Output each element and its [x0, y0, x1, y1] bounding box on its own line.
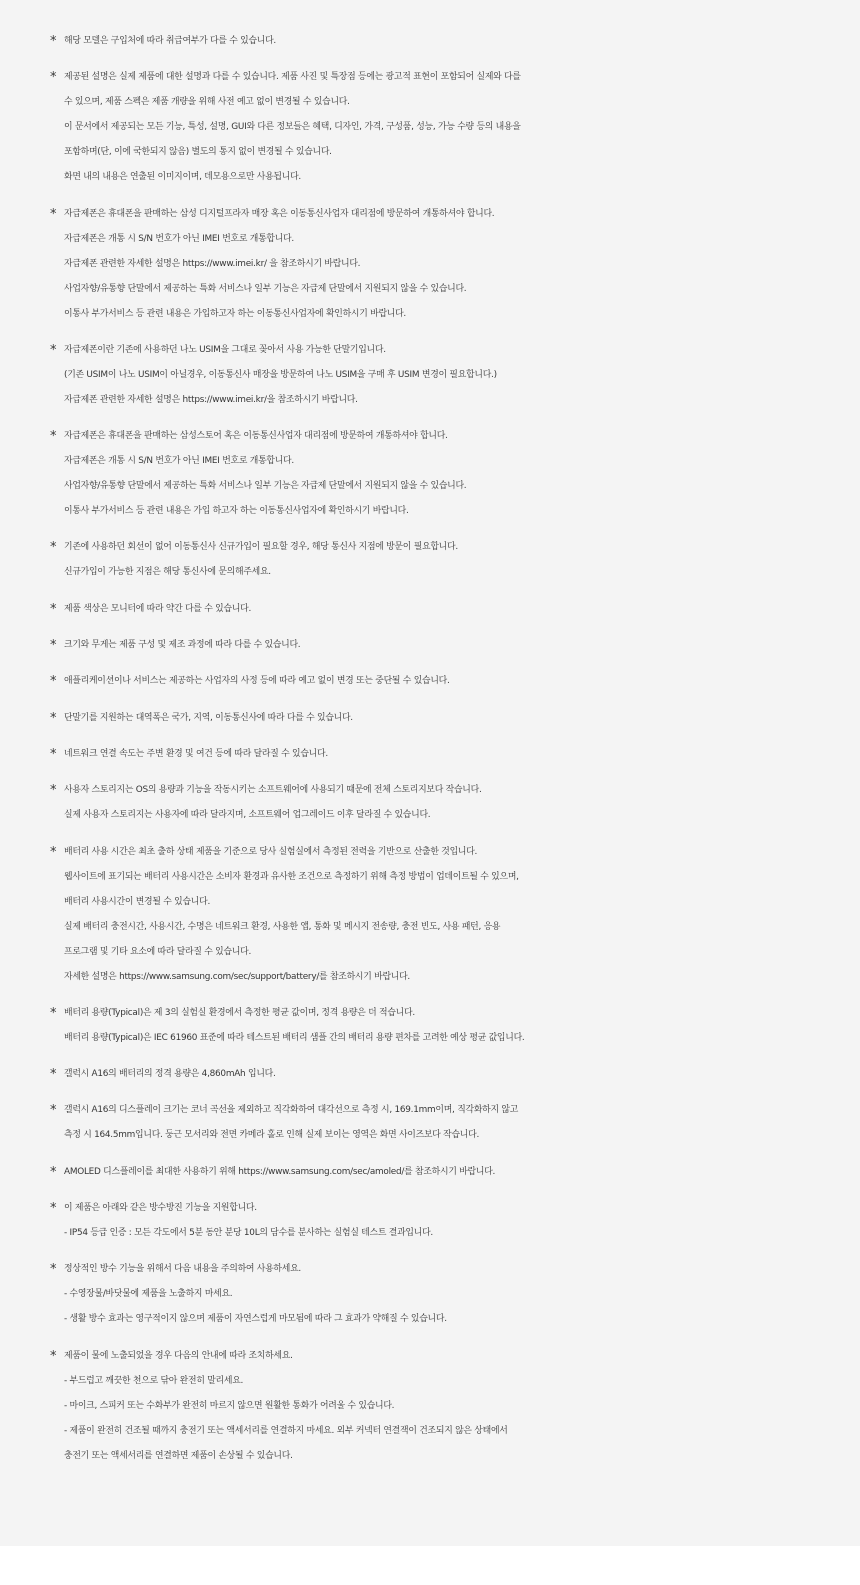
disclaimer-text-line: 이 제품은 아래와 같은 방수방진 기능을 지원합니다. [64, 1203, 257, 1214]
asterisk-bullet-icon: * [50, 1348, 57, 1364]
disclaimer-text-line: 실제 배터리 충전시간, 사용시간, 수명은 네트워크 환경, 사용한 앱, 통화 및 메시지 전송량, 충전 빈도, 사용 패턴, 응용 [64, 921, 501, 932]
asterisk-bullet-icon: * [50, 342, 57, 358]
asterisk-bullet-icon: * [50, 638, 57, 654]
asterisk-bullet-icon: * [50, 70, 57, 86]
disclaimer-text-line: 자세한 설명은 https://www.samsung.com/sec/support/battery/를 참조하시기 바랍니다. [64, 971, 411, 982]
disclaimer-text-line: 사용자 스토리지는 OS의 용량과 기능을 작동시키는 소프트웨어에 사용되기 때문에 전체 스토리지보다 작습니다. [64, 785, 482, 796]
disclaimer-item [0, 633, 860, 658]
disclaimer-text-line: 기존에 사용하던 회선이 없어 이동통신사 신규가입이 필요할 경우, 해당 통신사 지점에 방문이 필요합니다. [64, 542, 458, 553]
disclaimer-text-line: - 수영장물/바닷물에 제품을 노출하지 마세요. [64, 1289, 233, 1300]
disclaimer-text-line: 갤럭시 A16의 배터리의 정격 용량은 4,860mAh 입니다. [64, 1069, 276, 1080]
asterisk-bullet-icon: * [50, 1164, 57, 1180]
disclaimer-item [0, 1344, 860, 1469]
disclaimer-text-line: - 제품이 완전히 건조될 때까지 충전기 또는 액세서리를 연결하지 마세요. 외부 커넥터 연결잭이 건조되지 않은 상태에서 [64, 1425, 508, 1436]
disclaimer-text-line: 배터리 사용시간이 변경될 수 있습니다. [64, 896, 211, 907]
disclaimer-item [0, 1257, 860, 1332]
disclaimer-item [0, 535, 860, 585]
disclaimer-text-line: 이통사 부가서비스 등 관련 내용은 가입 하고자 하는 이동통신사업자에 확인하시기 바랍니다. [64, 506, 409, 517]
disclaimer-text-line: 포함하며(단, 이에 국한되지 않음) 별도의 통지 없이 변경될 수 있습니다. [64, 147, 332, 158]
disclaimer-item [0, 338, 860, 413]
disclaimer-item [0, 202, 860, 327]
disclaimer-text-line: - 생활 방수 효과는 영구적이지 않으며 제품이 자연스럽게 마모됨에 따라 그 효과가 약해질 수 있습니다. [64, 1314, 447, 1325]
disclaimer-text-line: 애플리케이션이나 서비스는 제공하는 사업자의 사정 등에 따라 예고 없이 변경 또는 중단될 수 있습니다. [64, 676, 450, 687]
disclaimer-text-line: 프로그램 및 기타 요소에 따라 달라질 수 있습니다. [64, 946, 252, 957]
disclaimer-item [0, 1062, 860, 1087]
disclaimer-text-line: 자급제폰은 개통 시 S/N 번호가 아닌 IMEI 번호로 개통합니다. [64, 233, 294, 244]
disclaimer-text-line: 자급제폰은 휴대폰을 판매하는 삼성 디지털프라자 매장 혹은 이동통신사업자 대리점에 방문하여 개통하셔야 합니다. [64, 208, 495, 219]
disclaimer-text-line: 제품 색상은 모니터에 따라 약간 다를 수 있습니다. [64, 603, 252, 614]
disclaimer-text-line: 충전기 또는 액세서리를 연결하면 제품이 손상될 수 있습니다. [64, 1450, 293, 1461]
disclaimer-item [0, 742, 860, 767]
disclaimer-text-line: 단말기를 지원하는 대역폭은 국가, 지역, 이동통신사에 따라 다를 수 있습니다. [64, 712, 353, 723]
disclaimer-text-line: 이 문서에서 제공되는 모든 기능, 특성, 설명, GUI와 다른 정보들은 혜택, 디자인, 가격, 구성품, 성능, 가능 수량 등의 내용을 [64, 122, 521, 133]
asterisk-bullet-icon: * [50, 601, 57, 617]
disclaimer-list [0, 29, 860, 1480]
asterisk-bullet-icon: * [50, 1005, 57, 1021]
disclaimer-text-line: 수 있으며, 제품 스펙은 제품 개량을 위해 사전 예고 없이 변경될 수 있습니다. [64, 97, 350, 108]
disclaimer-item [0, 424, 860, 524]
disclaimer-item [0, 669, 860, 694]
disclaimer-text-line: 해당 모델은 구입처에 따라 취급여부가 다를 수 있습니다. [64, 36, 277, 46]
disclaimer-text-line: 신규가입이 가능한 지점은 해당 통신사에 문의해주세요. [64, 567, 271, 578]
asterisk-bullet-icon: * [50, 674, 57, 690]
disclaimer-text-line: AMOLED 디스플레이를 최대한 사용하기 위해 https://www.samsung.com/sec/amoled/를 참조하시기 바랍니다. [64, 1166, 496, 1177]
disclaimer-text-line: 제공된 설명은 실제 제품에 대한 설명과 다를 수 있습니다. 제품 사진 및 특장점 등에는 광고적 표현이 포함되어 실제와 다를 [64, 72, 521, 83]
disclaimer-text-line: - 부드럽고 깨끗한 천으로 닦아 완전히 말리세요. [64, 1375, 244, 1386]
disclaimer-text-line: 갤럭시 A16의 디스플레이 크기는 코너 곡선을 제외하고 직각화하여 대각선으로 측정 시, 169.1mm이며, 직각화하지 않고 [64, 1105, 519, 1116]
asterisk-bullet-icon: * [50, 1103, 57, 1119]
disclaimer-text-line: 이통사 부가서비스 등 관련 내용은 가입하고자 하는 이동통신사업자에 확인하시기 바랍니다. [64, 308, 406, 319]
disclaimer-text-line: 실제 사용자 스토리지는 사용자에 따라 달라지며, 소프트웨어 업그레이드 이후 달라질 수 있습니다. [64, 810, 431, 821]
disclaimer-text-line: (기존 USIM이 나노 USIM이 아닐경우, 이동통신사 매장을 방문하여 나노 USIM을 구매 후 USIM 변경이 필요합니다.) [64, 369, 497, 380]
disclaimer-text-line: - IP54 등급 인증 : 모든 각도에서 5분 동안 분당 10L의 담수를 분사하는 실험실 테스트 결과입니다. [64, 1228, 433, 1239]
disclaimer-text-line: 웹사이트에 표기되는 배터리 사용시간은 소비자 환경과 유사한 조건으로 측정하기 위해 측정 방법이 업데이트될 수 있으며, [64, 871, 519, 882]
disclaimer-item [0, 706, 860, 731]
disclaimer-text-line: 화면 내의 내용은 연출된 이미지이며, 데모용으로만 사용됩니다. [64, 172, 301, 183]
disclaimer-item [0, 778, 860, 828]
asterisk-bullet-icon: * [50, 206, 57, 222]
disclaimer-item [0, 1001, 860, 1051]
asterisk-bullet-icon: * [50, 746, 57, 762]
disclaimer-text-line: 사업자향/유통향 단말에서 제공하는 특화 서비스나 일부 기능은 자급제 단말에서 지원되지 않을 수 있습니다. [64, 481, 467, 492]
asterisk-bullet-icon: * [50, 783, 57, 799]
asterisk-bullet-icon: * [50, 1262, 57, 1278]
asterisk-bullet-icon: * [50, 540, 57, 556]
disclaimer-text-line: 사업자향/유통향 단말에서 제공하는 특화 서비스나 일부 기능은 자급제 단말에서 지원되지 않을 수 있습니다. [64, 283, 467, 294]
disclaimer-text-line: - 마이크, 스피커 또는 수화부가 완전히 마르지 않으면 원활한 통화가 어려울 수 있습니다. [64, 1400, 395, 1411]
disclaimer-text-line: 자급제폰 관련한 자세한 설명은 https://www.imei.kr/ 을 참조하시기 바랍니다. [64, 258, 361, 269]
disclaimer-text-line: 측정 시 164.5mm입니다. 둥근 모서리와 전면 카메라 홀로 인해 실제 보이는 영역은 화면 사이즈보다 작습니다. [64, 1130, 480, 1141]
disclaimer-text-line: 크기와 무게는 제품 구성 및 제조 과정에 따라 다를 수 있습니다. [64, 640, 301, 651]
disclaimer-item [0, 1098, 860, 1148]
disclaimer-text-line: 정상적인 방수 기능을 위해서 다음 내용을 주의하여 사용하세요. [64, 1264, 301, 1275]
disclaimer-item [0, 840, 860, 990]
asterisk-bullet-icon: * [50, 429, 57, 445]
disclaimer-item [0, 1160, 860, 1185]
disclaimer-text-line: 네트워크 연결 속도는 주변 환경 및 여건 등에 따라 달라질 수 있습니다. [64, 748, 328, 759]
asterisk-bullet-icon: * [50, 34, 57, 49]
disclaimer-item [0, 65, 860, 190]
disclaimer-text-line: 제품이 물에 노출되었을 경우 다음의 안내에 따라 조치하세요. [64, 1350, 293, 1361]
asterisk-bullet-icon: * [50, 710, 57, 726]
disclaimer-text-line: 배터리 용량(Typical)은 IEC 61960 표준에 따라 테스트된 배터리 샘플 간의 배터리 용량 편차를 고려한 예상 평균 값입니다. [64, 1032, 525, 1043]
disclaimer-text-line: 자급제폰 관련한 자세한 설명은 https://www.imei.kr/을 참조하시기 바랍니다. [64, 394, 358, 405]
disclaimer-item [0, 597, 860, 622]
disclaimer-text-line: 배터리 용량(Typical)은 제 3의 실험실 환경에서 측정한 평균 값이며, 정격 용량은 더 적습니다. [64, 1007, 415, 1018]
disclaimer-text-line: 자급제폰은 휴대폰을 판매하는 삼성스토어 혹은 이동통신사업자 대리점에 방문하여 개통하셔야 합니다. [64, 431, 448, 442]
asterisk-bullet-icon: * [50, 844, 57, 860]
disclaimer-item [0, 29, 860, 54]
disclaimer-text-line: 자급제폰이란 기존에 사용하던 나노 USIM을 그대로 꽂아서 사용 가능한 단말기입니다. [64, 344, 386, 355]
disclaimer-text-line: 자급제폰은 개통 시 S/N 번호가 아닌 IMEI 번호로 개통합니다. [64, 456, 294, 467]
asterisk-bullet-icon: * [50, 1201, 57, 1217]
disclaimer-text-line: 배터리 사용 시간은 최초 출하 상태 제품을 기준으로 당사 실험실에서 측정된 전력을 기반으로 산출한 것입니다. [64, 846, 478, 857]
disclaimer-item [0, 1196, 860, 1246]
asterisk-bullet-icon: * [50, 1067, 57, 1083]
